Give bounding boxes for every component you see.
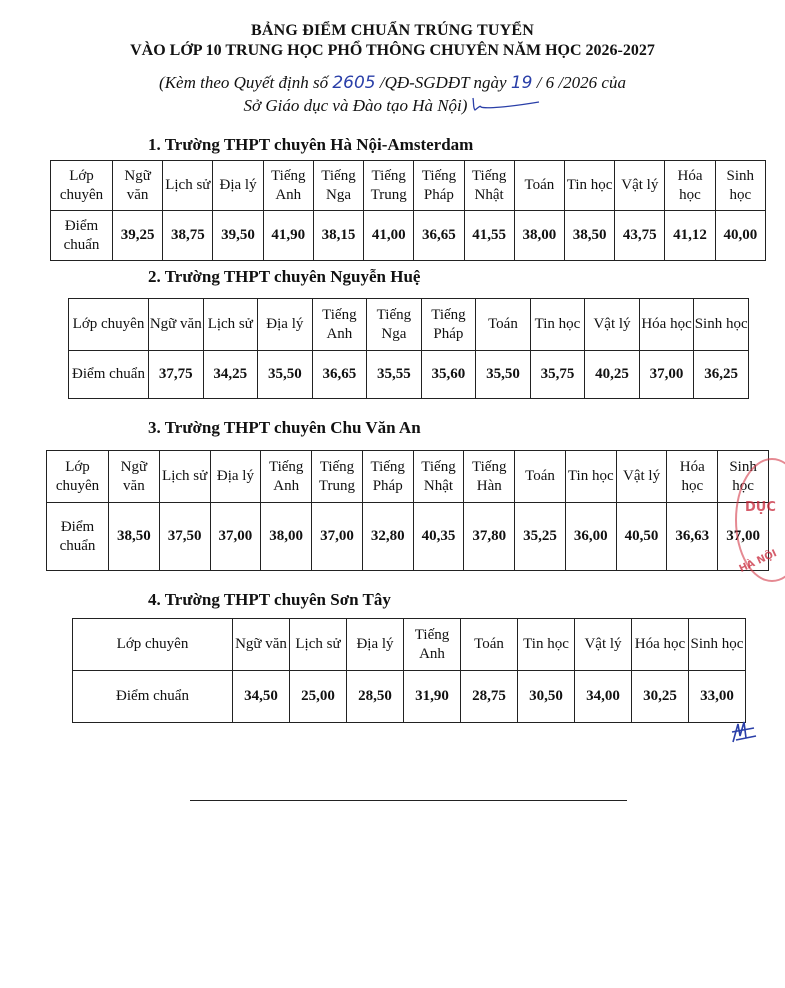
subject-header-tin-hoc: Tin học	[518, 619, 575, 671]
subject-header-tieng-anh: Tiếng Anh	[312, 299, 367, 351]
decision-day: 19	[510, 73, 533, 93]
score-cell-tin-hoc: 38,50	[564, 211, 614, 261]
issuer-line	[0, 96, 785, 116]
school-4-score-table	[72, 618, 746, 723]
subject-header-ngu-van: Ngữ văn	[149, 299, 204, 351]
subject-header-sinh-hoc: Sinh học	[718, 451, 769, 503]
subject-header-lich-su: Lịch sử	[159, 451, 210, 503]
score-cell-dia-ly: 35,50	[258, 351, 313, 399]
score-cell-toan: 38,00	[514, 211, 564, 261]
document-title: BẢNG ĐIỂM CHUẨN TRÚNG TUYỂN	[250, 22, 535, 39]
row-label-diem-chuan: Điểm chuẩn	[69, 351, 149, 399]
subject-header-ngu-van: Ngữ văn	[109, 451, 160, 503]
subject-row	[47, 451, 769, 503]
subject-header-dia-ly: Địa lý	[213, 161, 263, 211]
score-cell-hoa-hoc: 37,00	[639, 351, 694, 399]
score-cell-hoa-hoc: 41,12	[665, 211, 715, 261]
score-cell-toan: 28,75	[461, 671, 518, 723]
subject-row	[51, 161, 766, 211]
school-1-score-table	[50, 160, 766, 261]
school-1-title: 1. Trường THPT chuyên Hà Nội-Amsterdam	[148, 135, 474, 154]
score-cell-ngu-van: 39,25	[113, 211, 163, 261]
initial-mark-icon	[469, 96, 541, 114]
score-cell-tin-hoc: 35,75	[530, 351, 585, 399]
subject-header-tieng-trung: Tiếng Trung	[364, 161, 414, 211]
score-cell-tieng-phap: 36,65	[414, 211, 464, 261]
score-cell-sinh-hoc: 40,00	[715, 211, 765, 261]
score-cell-vat-ly: 43,75	[615, 211, 665, 261]
score-cell-tieng-phap: 32,80	[362, 503, 413, 571]
subject-header-tieng-phap: Tiếng Pháp	[421, 299, 476, 351]
issuer-text: Sở Giáo dục và Đào tạo Hà Nội)	[243, 96, 468, 115]
score-cell-tieng-nhat: 41,55	[464, 211, 514, 261]
score-cell-ngu-van: 38,50	[109, 503, 160, 571]
subject-header-lich-su: Lịch sử	[163, 161, 213, 211]
decision-number: 2605	[332, 73, 376, 93]
school-4-title: 4. Trường THPT chuyên Sơn Tây	[148, 590, 391, 609]
subject-header-hoa-hoc: Hóa học	[632, 619, 689, 671]
subject-header-dia-ly: Địa lý	[210, 451, 261, 503]
score-cell-ngu-van: 37,75	[149, 351, 204, 399]
subject-header-sinh-hoc: Sinh học	[694, 299, 749, 351]
score-cell-hoa-hoc: 36,63	[667, 503, 718, 571]
score-cell-tieng-nga: 38,15	[313, 211, 363, 261]
score-cell-tieng-han: 37,80	[464, 503, 515, 571]
subject-header-tieng-nhat: Tiếng Nhật	[464, 161, 514, 211]
subject-header-vat-ly: Vật lý	[575, 619, 632, 671]
score-row	[73, 671, 746, 723]
subject-header-tieng-han: Tiếng Hàn	[464, 451, 515, 503]
subject-header-toan: Toán	[514, 161, 564, 211]
subject-header-ngu-van: Ngữ văn	[113, 161, 163, 211]
subject-header-dia-ly: Địa lý	[258, 299, 313, 351]
school-2-score-table	[68, 298, 749, 399]
score-row	[51, 211, 766, 261]
subject-header-sinh-hoc: Sinh học	[715, 161, 765, 211]
score-cell-tieng-nga: 35,55	[367, 351, 422, 399]
decision-text-a: (Kèm theo Quyết định số	[159, 73, 333, 92]
score-cell-hoa-hoc: 30,25	[632, 671, 689, 723]
score-cell-tieng-anh: 31,90	[404, 671, 461, 723]
subject-row	[73, 619, 746, 671]
subject-header-tin-hoc: Tin học	[564, 161, 614, 211]
subject-header-toan: Toán	[476, 299, 531, 351]
seal-text-2: HÀ NỘI	[737, 548, 779, 575]
score-cell-tieng-anh: 41,90	[263, 211, 313, 261]
subject-header-lich-su: Lịch sử	[290, 619, 347, 671]
row-label-lop-chuyen: Lớp chuyên	[69, 299, 149, 351]
subject-header-hoa-hoc: Hóa học	[639, 299, 694, 351]
subject-header-tieng-nhat: Tiếng Nhật	[413, 451, 464, 503]
document-title-line2: VÀO LỚP 10 TRUNG HỌC PHỔ THÔNG CHUYÊN NĂM HỌC 2026-2027	[130, 42, 655, 59]
subject-header-tin-hoc: Tin học	[565, 451, 616, 503]
subject-header-tieng-phap: Tiếng Pháp	[414, 161, 464, 211]
score-cell-tieng-nhat: 40,35	[413, 503, 464, 571]
score-cell-toan: 35,25	[515, 503, 566, 571]
subject-header-hoa-hoc: Hóa học	[665, 161, 715, 211]
school-3-title: 3. Trường THPT chuyên Chu Văn An	[148, 418, 421, 437]
subject-header-tieng-anh: Tiếng Anh	[263, 161, 313, 211]
score-cell-dia-ly: 39,50	[213, 211, 263, 261]
decision-text-b: /QĐ-SGDĐT ngày	[375, 73, 511, 92]
subject-row	[69, 299, 749, 351]
score-cell-tieng-phap: 35,60	[421, 351, 476, 399]
row-label-diem-chuan: Điểm chuẩn	[51, 211, 113, 261]
score-cell-sinh-hoc: 37,00	[718, 503, 769, 571]
subject-header-vat-ly: Vật lý	[585, 299, 640, 351]
score-cell-tin-hoc: 30,50	[518, 671, 575, 723]
score-cell-dia-ly: 37,00	[210, 503, 261, 571]
subject-header-lich-su: Lịch sử	[203, 299, 258, 351]
score-cell-tieng-trung: 41,00	[364, 211, 414, 261]
signature-icon	[730, 718, 760, 748]
subject-header-sinh-hoc: Sinh học	[689, 619, 746, 671]
score-cell-tieng-anh: 36,65	[312, 351, 367, 399]
subject-header-tieng-phap: Tiếng Pháp	[362, 451, 413, 503]
subject-header-vat-ly: Vật lý	[615, 161, 665, 211]
school-3-score-table	[46, 450, 769, 571]
subject-header-tieng-anh: Tiếng Anh	[261, 451, 312, 503]
decision-reference	[0, 73, 785, 93]
subject-header-tieng-nga: Tiếng Nga	[367, 299, 422, 351]
subject-header-tieng-anh: Tiếng Anh	[404, 619, 461, 671]
footer-divider	[190, 800, 627, 801]
score-cell-dia-ly: 28,50	[347, 671, 404, 723]
row-label-diem-chuan: Điểm chuẩn	[73, 671, 233, 723]
score-cell-lich-su: 25,00	[290, 671, 347, 723]
score-cell-tin-hoc: 36,00	[565, 503, 616, 571]
row-label-lop-chuyen: Lớp chuyên	[47, 451, 109, 503]
row-label-diem-chuan: Điểm chuẩn	[47, 503, 109, 571]
decision-text-c: / 6 /2026 của	[532, 73, 626, 92]
row-label-lop-chuyen: Lớp chuyên	[51, 161, 113, 211]
score-cell-lich-su: 37,50	[159, 503, 210, 571]
score-cell-sinh-hoc: 36,25	[694, 351, 749, 399]
score-row	[47, 503, 769, 571]
subject-header-tieng-nga: Tiếng Nga	[313, 161, 363, 211]
score-cell-vat-ly: 40,50	[616, 503, 667, 571]
row-label-lop-chuyen: Lớp chuyên	[73, 619, 233, 671]
subject-header-vat-ly: Vật lý	[616, 451, 667, 503]
subject-header-hoa-hoc: Hóa học	[667, 451, 718, 503]
score-cell-toan: 35,50	[476, 351, 531, 399]
school-2-title: 2. Trường THPT chuyên Nguyễn Huệ	[148, 267, 421, 286]
subject-header-tieng-trung: Tiếng Trung	[312, 451, 363, 503]
subject-header-toan: Toán	[461, 619, 518, 671]
score-cell-lich-su: 38,75	[163, 211, 213, 261]
subject-header-toan: Toán	[515, 451, 566, 503]
subject-header-ngu-van: Ngữ văn	[233, 619, 290, 671]
score-cell-lich-su: 34,25	[203, 351, 258, 399]
score-cell-vat-ly: 40,25	[585, 351, 640, 399]
score-cell-sinh-hoc: 33,00	[689, 671, 746, 723]
score-cell-vat-ly: 34,00	[575, 671, 632, 723]
subject-header-dia-ly: Địa lý	[347, 619, 404, 671]
score-row	[69, 351, 749, 399]
score-cell-tieng-trung: 37,00	[312, 503, 363, 571]
score-cell-tieng-anh: 38,00	[261, 503, 312, 571]
score-cell-ngu-van: 34,50	[233, 671, 290, 723]
seal-text-1: DỤC	[745, 500, 776, 515]
subject-header-tin-hoc: Tin học	[530, 299, 585, 351]
